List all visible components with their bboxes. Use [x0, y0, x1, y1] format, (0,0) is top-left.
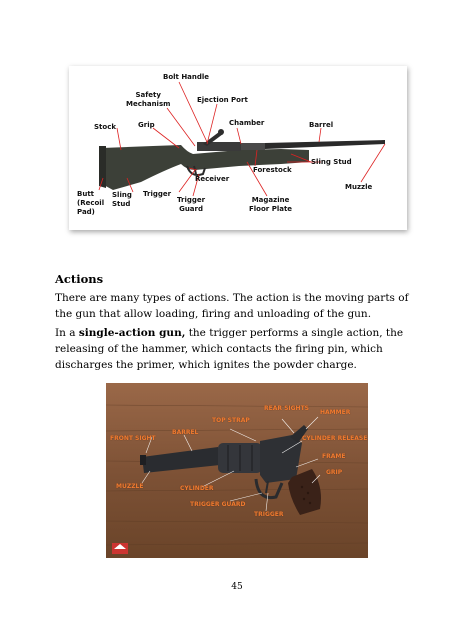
label-safety-mechanism: Safety Mechanism	[126, 91, 171, 108]
revolver-diagram	[106, 383, 368, 558]
para2-prefix: In a	[55, 327, 79, 339]
label-chamber: Chamber	[229, 119, 265, 127]
paragraph-single-action	[55, 325, 423, 373]
paragraph-actions-intro: There are many types of actions. The action is the moving parts of the gun that allow loading, firing and unloading of the gun.	[55, 292, 409, 320]
rlabel-barrel: BARREL	[172, 429, 199, 436]
rlabel-hammer: HAMMER	[320, 409, 351, 416]
rlabel-frame: FRAME	[322, 453, 346, 460]
label-receiver: Receiver	[195, 175, 230, 183]
rlabel-front-sight: FRONT SIGHT	[110, 435, 156, 442]
para2-rest: the trigger performs a single action, the releasing of the hammer, which contacts the firing pin, which discharges the primer, which ignites the powder charge.	[55, 327, 404, 371]
rifle-diagram	[69, 66, 407, 230]
label-magazine-floor-plate: Magazine Floor Plate	[249, 196, 293, 213]
label-forestock: Forestock	[253, 166, 292, 174]
page-number: 45	[231, 582, 243, 592]
rlabel-muzzle: MUZZLE	[116, 483, 144, 490]
label-barrel: Barrel	[309, 121, 334, 129]
label-stock: Stock	[94, 123, 117, 131]
term-single-action-gun: single-action gun,	[78, 327, 186, 339]
label-sling-stud-left: Sling Stud	[112, 191, 132, 208]
rlabel-trigger: TRIGGER	[254, 511, 284, 518]
rlabel-cylinder-release: CYLINDER RELEASE	[302, 435, 368, 442]
rlabel-trigger-guard: TRIGGER GUARD	[190, 501, 246, 508]
label-sling-stud-right: Sling Stud	[311, 158, 352, 166]
rlabel-grip: GRIP	[326, 469, 343, 476]
rlabel-rear-sights: REAR SIGHTS	[264, 405, 309, 412]
rlabel-top-strap: TOP STRAP	[212, 417, 250, 424]
label-grip: Grip	[138, 121, 155, 129]
label-butt: Butt (Recoil Pad)	[77, 190, 105, 216]
label-bolt-handle: Bolt Handle	[163, 73, 210, 81]
label-trigger-guard: Trigger Guard	[177, 196, 206, 213]
label-muzzle: Muzzle	[345, 183, 373, 191]
label-trigger: Trigger	[143, 190, 172, 198]
rlabel-cylinder: CYLINDER	[180, 485, 214, 492]
label-ejection-port: Ejection Port	[197, 96, 248, 104]
section-heading: Actions	[55, 272, 104, 286]
